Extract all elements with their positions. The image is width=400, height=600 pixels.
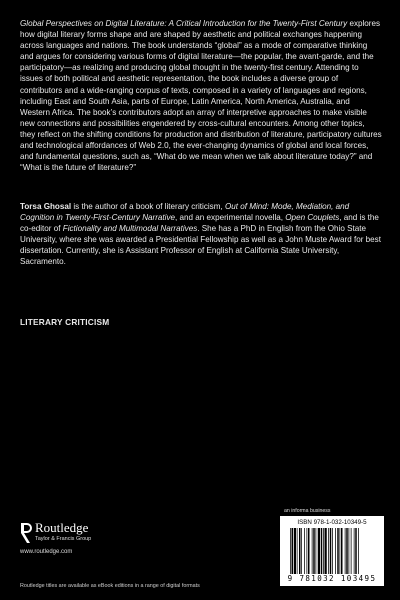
publisher-url: www.routledge.com (20, 549, 73, 555)
bio-text-1: is the author of a book of literary criticism, (71, 202, 225, 211)
barcode-panel (280, 516, 384, 586)
bio-book-3: Fictionality and Multimodal Narratives (62, 224, 198, 234)
subject-category: LITERARY CRITICISM (20, 317, 110, 327)
bio-text-3: , and is the co-editor of (20, 213, 379, 234)
author-bio (20, 201, 382, 268)
publisher-name: Routledge (35, 520, 89, 535)
routledge-logo-icon (20, 522, 32, 544)
bio-book-1: Out of Mind: Mode, Mediation, and Cognition in Twenty-First-Century Narrative (20, 202, 350, 223)
publisher-group: Taylor & Francis Group (35, 536, 92, 542)
barcode-digits: 9 781032 103495 (287, 574, 377, 583)
book-blurb (20, 18, 382, 173)
author-name: Torsa Ghosal (20, 202, 72, 211)
bio-book-2: Open Couplets (285, 213, 340, 223)
barcode-icon (290, 528, 374, 574)
ebook-footnote: Routledge titles are available as eBook editions in a range of digital formats (20, 583, 200, 589)
publisher-block (20, 520, 170, 568)
informa-tagline: an informa business (284, 508, 331, 514)
bio-text-4: . She has a PhD in English from the Ohio State University, where she was awarded a Presidential Fellowship as well as a John Muste Award for best dissertation. Currently, she is Assistant Professor of English at California State University, Sacramento. (20, 224, 381, 267)
bio-text-2: , and an experimental novella, (175, 213, 286, 223)
book-title: Global Perspectives on Digital Literature: A Critical Introduction for the Twenty-First Century (20, 19, 348, 28)
isbn-label: ISBN 978-1-032-10349-5 (297, 519, 367, 526)
blurb-text: explores how digital literary forms shape and are shaped by aesthetic and political exchanges happening across languages and nations. The book understands “global” as a mode of comparative thinking and argues for considering various forms of digital literature—the popular, the avant-garde, and the participatory—as realizing and producing global thought in the twenty-first century. Attending to issues of both political and aesthetic representation, the book includes a diverse group of contributors and a wide-ranging corpus of texts, composed in a variety of languages and regions, including East and South Asia, parts of Europe, Latin America, North America, Australia, and Western Africa. The book’s contributors adopt an array of interpretive approaches to make visible new connections and possibilities engendered by cross-cultural encounters. Among other topics, they reflect on the shifting conditions for production and distribution of literature, participatory cultures and technological affordances of Web 2.0, the ever-changing dynamics of global and local forces, and fundamental questions, such as, “What do we mean when we talk about literature today?” and “What is the future of literature?” (20, 19, 382, 173)
